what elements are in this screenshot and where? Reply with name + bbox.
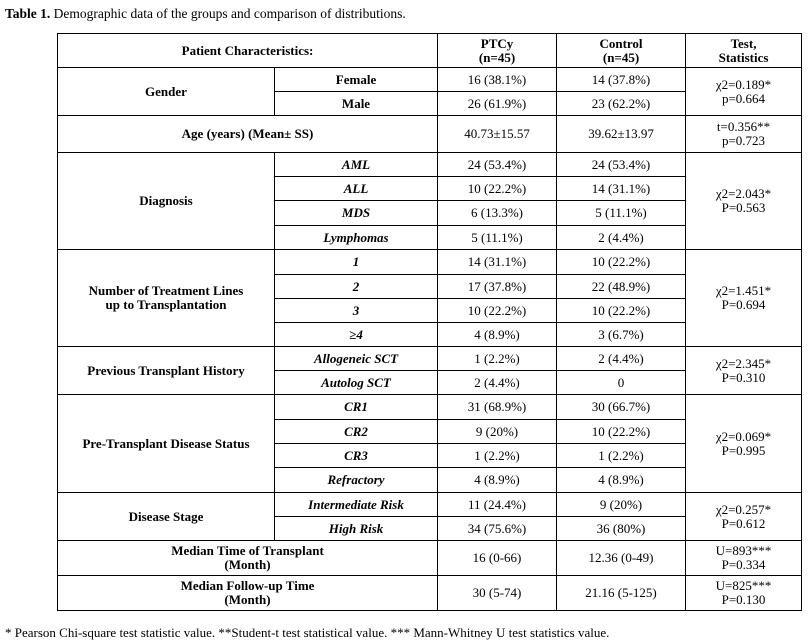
sub-label: Intermediate Risk [275, 493, 438, 517]
control-cell: 2 (4.4%) [557, 347, 686, 371]
control-cell: 1 (2.2%) [557, 444, 686, 468]
stat-cell-disease-status: χ2=0.069* P=0.995 [686, 395, 802, 493]
group-label-median-transplant: Median Time of Transplant (Month) [58, 541, 438, 576]
stat-cell-median-transplant: U=893*** P=0.334 [686, 541, 802, 576]
ptcy-cell: 6 (13.3%) [438, 201, 557, 226]
header-ptcy: PTCy (n=45) [438, 34, 557, 68]
ptcy-cell: 4 (8.9%) [438, 323, 557, 347]
table-footnote: * Pearson Chi-square test statistic value. **Student-t test statistical value. *** Mann-Whitney U test statistics value. [5, 625, 610, 640]
table-row [58, 576, 802, 611]
group-label-age: Age (years) (Mean± SS) [58, 116, 438, 153]
ptcy-cell: 2 (4.4%) [438, 371, 557, 395]
table-header-row [58, 34, 802, 68]
sub-label: Lymphomas [275, 226, 438, 250]
stat-cell-previous-transplant: χ2=2.345* P=0.310 [686, 347, 802, 395]
sub-label: Refractory [275, 468, 438, 493]
stat-cell-gender: χ2=0.189* p=0.664 [686, 68, 802, 116]
sub-label: CR1 [275, 395, 438, 420]
sub-label: Allogeneic SCT [275, 347, 438, 371]
table-row [58, 116, 802, 153]
stat-cell-disease-stage: χ2=0.257* P=0.612 [686, 493, 802, 541]
ptcy-cell: 1 (2.2%) [438, 347, 557, 371]
control-cell: 3 (6.7%) [557, 323, 686, 347]
control-cell: 4 (8.9%) [557, 468, 686, 493]
sub-label: 3 [275, 299, 438, 323]
ptcy-cell: 10 (22.2%) [438, 299, 557, 323]
ptcy-cell: 16 (0-66) [438, 541, 557, 576]
stat-cell-diagnosis: χ2=2.043* P=0.563 [686, 153, 802, 250]
table-row [58, 493, 802, 517]
table-row [58, 347, 802, 371]
sub-label: ALL [275, 177, 438, 201]
table-caption [5, 6, 406, 22]
control-cell: 39.62±13.97 [557, 116, 686, 153]
control-cell: 24 (53.4%) [557, 153, 686, 177]
group-label-diagnosis: Diagnosis [58, 153, 275, 250]
sub-label: CR3 [275, 444, 438, 468]
control-cell: 30 (66.7%) [557, 395, 686, 420]
ptcy-cell: 14 (31.1%) [438, 250, 557, 275]
group-label-treatment-lines: Number of Treatment Lines up to Transplantation [58, 250, 275, 347]
table-row [58, 68, 802, 92]
control-cell: 0 [557, 371, 686, 395]
control-cell: 23 (62.2%) [557, 92, 686, 116]
sub-label: ≥4 [275, 323, 438, 347]
ptcy-cell: 1 (2.2%) [438, 444, 557, 468]
ptcy-cell: 16 (38.1%) [438, 68, 557, 92]
sub-label: Male [275, 92, 438, 116]
control-cell: 10 (22.2%) [557, 250, 686, 275]
control-cell: 12.36 (0-49) [557, 541, 686, 576]
ptcy-cell: 9 (20%) [438, 420, 557, 444]
ptcy-cell: 5 (11.1%) [438, 226, 557, 250]
sub-label: MDS [275, 201, 438, 226]
table-row [58, 541, 802, 576]
ptcy-cell: 17 (37.8%) [438, 275, 557, 299]
header-test: Test, Statistics [686, 34, 802, 68]
sub-label: Autolog SCT [275, 371, 438, 395]
group-label-disease-stage: Disease Stage [58, 493, 275, 541]
ptcy-cell: 24 (53.4%) [438, 153, 557, 177]
ptcy-cell: 4 (8.9%) [438, 468, 557, 493]
control-cell: 10 (22.2%) [557, 420, 686, 444]
sub-label: 1 [275, 250, 438, 275]
group-label-median-followup: Median Follow-up Time (Month) [58, 576, 438, 611]
ptcy-cell: 34 (75.6%) [438, 517, 557, 541]
caption-text: Demographic data of the groups and comparison of distributions. [50, 6, 406, 21]
table-row [58, 250, 802, 275]
table-row [58, 395, 802, 420]
ptcy-cell: 40.73±15.57 [438, 116, 557, 153]
ptcy-cell: 11 (24.4%) [438, 493, 557, 517]
control-cell: 21.16 (5-125) [557, 576, 686, 611]
sub-label: High Risk [275, 517, 438, 541]
ptcy-cell: 26 (61.9%) [438, 92, 557, 116]
sub-label: Female [275, 68, 438, 92]
control-cell: 5 (11.1%) [557, 201, 686, 226]
ptcy-cell: 30 (5-74) [438, 576, 557, 611]
group-label-previous-transplant: Previous Transplant History [58, 347, 275, 395]
stat-cell-median-followup: U=825*** P=0.130 [686, 576, 802, 611]
control-cell: 36 (80%) [557, 517, 686, 541]
caption-label: Table 1. [5, 6, 51, 21]
table-row [58, 153, 802, 177]
group-label-gender: Gender [58, 68, 275, 116]
header-control: Control (n=45) [557, 34, 686, 68]
control-cell: 14 (37.8%) [557, 68, 686, 92]
control-cell: 22 (48.9%) [557, 275, 686, 299]
control-cell: 9 (20%) [557, 493, 686, 517]
ptcy-cell: 10 (22.2%) [438, 177, 557, 201]
control-cell: 14 (31.1%) [557, 177, 686, 201]
ptcy-cell: 31 (68.9%) [438, 395, 557, 420]
stat-cell-treatment-lines: χ2=1.451* P=0.694 [686, 250, 802, 347]
control-cell: 2 (4.4%) [557, 226, 686, 250]
header-characteristics: Patient Characteristics: [58, 34, 438, 68]
sub-label: CR2 [275, 420, 438, 444]
control-cell: 10 (22.2%) [557, 299, 686, 323]
sub-label: AML [275, 153, 438, 177]
demographic-table [57, 33, 802, 611]
sub-label: 2 [275, 275, 438, 299]
stat-cell-age: t=0.356** p=0.723 [686, 116, 802, 153]
group-label-disease-status: Pre-Transplant Disease Status [58, 395, 275, 493]
